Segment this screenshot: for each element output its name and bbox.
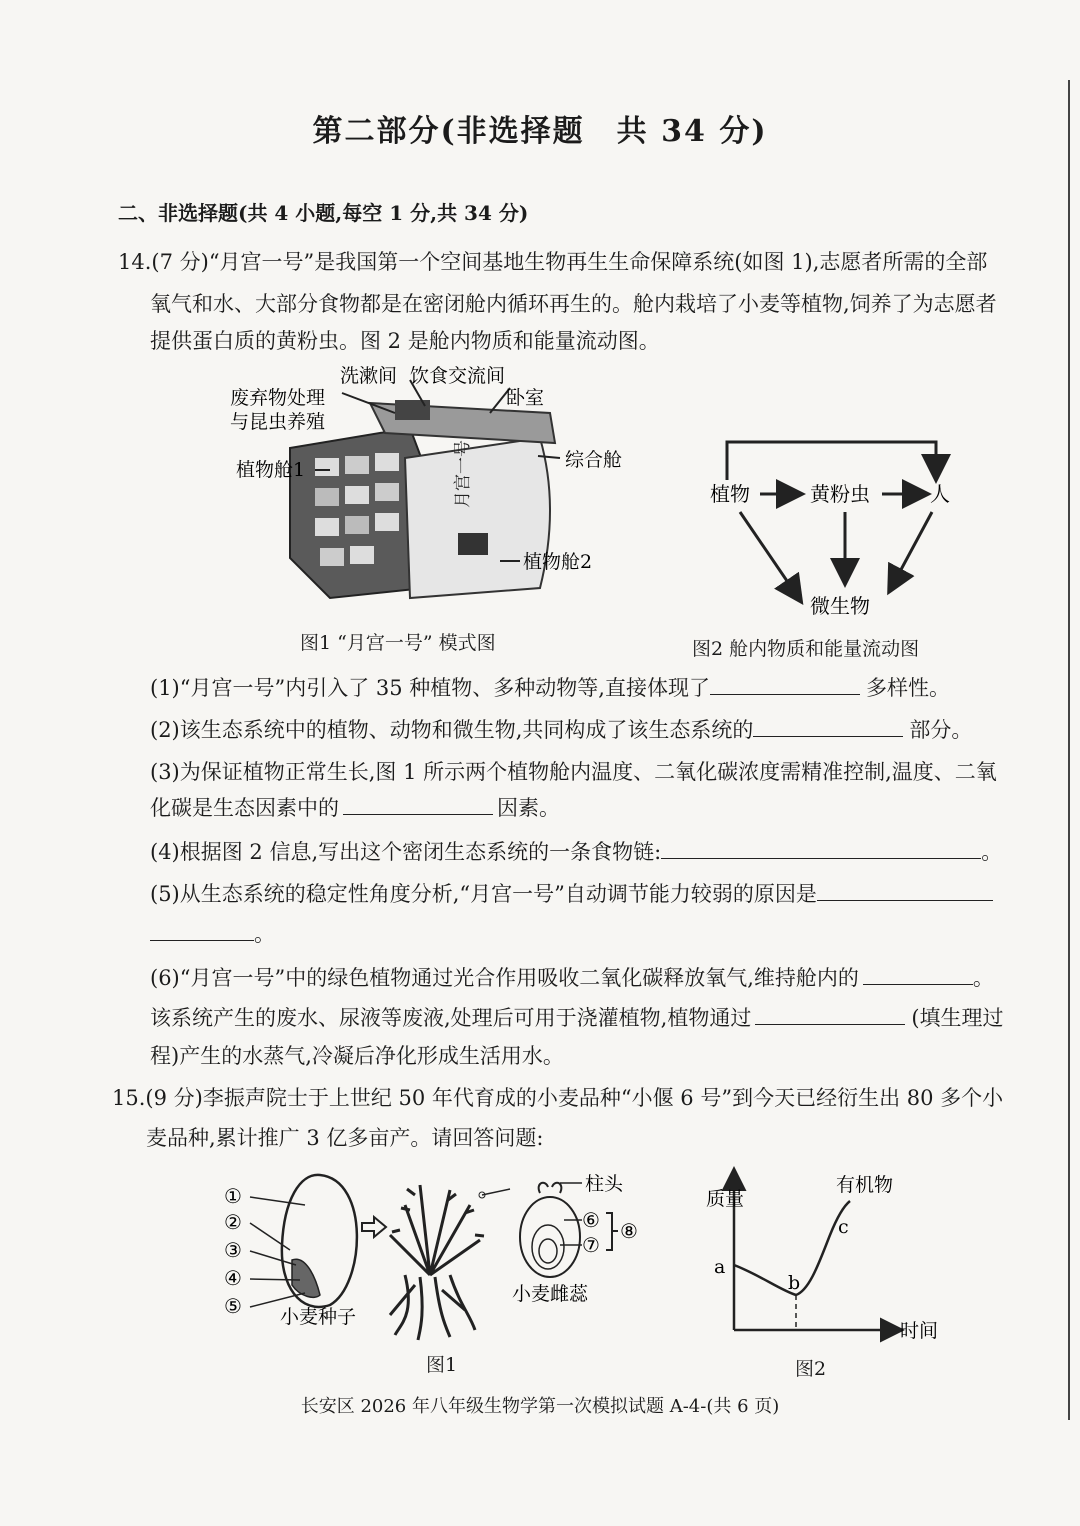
wheat-seed-shape <box>282 1175 357 1307</box>
node-microorganism: 微生物 <box>810 594 870 618</box>
page-footer: 长安区 2026 年八年级生物学第一次模拟试题 A-4-(共 6 页) <box>300 1396 780 1417</box>
q14-sub-2-text: (2)该生态系统中的植物、动物和微生物,共同构成了该生态系统的 <box>150 718 754 742</box>
node-human: 人 <box>930 482 950 506</box>
label-insect-breeding: 与昆虫养殖 <box>230 411 326 433</box>
section-heading: 二、非选择题(共 4 小题,每空 1 分,共 34 分) <box>118 201 529 225</box>
part-title: 第二部分(非选择题 共 34 分) <box>312 114 768 149</box>
answer-blank-1[interactable] <box>710 674 860 695</box>
answer-blank-2[interactable] <box>753 716 903 737</box>
y-axis-label: 质量 <box>706 1188 745 1210</box>
q14-stem-line-3: 提供蛋白质的黄粉虫。图 2 是舱内物质和能量流动图。 <box>150 329 660 353</box>
q14-sub-6-text: (6)“月宫一号”中的绿色植物通过光合作用吸收二氧化碳释放氧气,维持舱内的 <box>150 966 859 990</box>
point-c: c <box>838 1216 849 1238</box>
point-b: b <box>788 1272 801 1294</box>
q14-sub-4-tail: 。 <box>981 840 1003 864</box>
q14-sub-6-note: (填生理过 <box>911 1006 1004 1030</box>
q14-sub-5-line-2 <box>150 918 275 948</box>
q14-sub-6-line-1 <box>150 962 994 992</box>
plant-cabin-2-shape <box>405 438 550 598</box>
q14-sub-3-line-2 <box>150 792 560 822</box>
q14-stem-line-1: 14.(7 分)“月宫一号”是我国第一个空间基地生物再生生命保障系统(如图 1),志愿者所需的全部 <box>118 250 988 274</box>
q15-figure-1-caption: 图1 <box>426 1354 458 1376</box>
q14-sub-2 <box>150 714 972 744</box>
x-axis-label: 时间 <box>900 1320 939 1342</box>
q14-sub-1-tail: 多样性。 <box>865 676 950 700</box>
q14-sub-5-text: (5)从生态系统的稳定性角度分析,“月宫一号”自动调节能力较弱的原因是 <box>150 882 817 906</box>
stigma-label: 柱头 <box>585 1173 624 1195</box>
wheat-plant-shape <box>390 1185 484 1340</box>
pistil-label: 小麦雌蕊 <box>512 1283 589 1305</box>
answer-blank-6b[interactable] <box>755 1004 905 1025</box>
label-combined-cabin: 综合舱 <box>565 449 623 471</box>
q14-sub-5-line-1 <box>150 878 993 908</box>
point-a: a <box>714 1256 726 1278</box>
q15-figure-2-caption: 图2 <box>795 1358 827 1380</box>
label-plant-cabin-1: 植物舱1 <box>236 459 306 481</box>
q15-stem-line-2: 麦品种,累计推广 3 亿多亩产。请回答问题: <box>146 1126 544 1150</box>
q14-sub-4 <box>150 836 1002 866</box>
answer-blank-5a[interactable] <box>817 880 993 901</box>
marker-6: ⑥ <box>582 1208 600 1232</box>
label-plant-cabin-2: 植物舱2 <box>523 551 593 573</box>
curve-label: 有机物 <box>836 1174 894 1196</box>
marker-3: ③ <box>224 1238 242 1262</box>
q14-sub-5-tail: 。 <box>254 922 275 946</box>
q14-sub-3-text: 化碳是生态因素中的 <box>150 796 339 820</box>
q14-sub-6-line-2 <box>150 1002 1004 1032</box>
page-edge-line <box>1068 80 1070 1420</box>
q14-sub-6-line-3: 程)产生的水蒸气,冷凝后净化形成生活用水。 <box>150 1044 564 1068</box>
label-waste-processing: 废弃物处理 <box>230 387 326 409</box>
q14-sub-3-line-1: (3)为保证植物正常生长,图 1 所示两个植物舱内温度、二氧化碳浓度需精准控制,温度、二氧 <box>150 760 997 784</box>
q14-sub-3-tail: 因素。 <box>497 796 560 820</box>
q15-figure-2-mass-graph <box>700 1165 960 1350</box>
q14-stem-line-2: 氧气和水、大部分食物都是在密闭舱内循环再生的。舱内栽培了小麦等植物,饲养了为志愿者 <box>150 292 997 316</box>
marker-5: ⑤ <box>224 1294 242 1318</box>
seed-label: 小麦种子 <box>280 1306 357 1328</box>
marker-8: ⑧ <box>620 1219 638 1243</box>
q14-sub-1 <box>150 672 950 702</box>
node-plant: 植物 <box>710 482 750 506</box>
answer-blank-3[interactable] <box>343 794 493 815</box>
label-bedroom: 卧室 <box>506 387 545 409</box>
q14-figure-1-caption: 图1 “月宫一号” 模式图 <box>300 632 496 654</box>
develop-arrow-icon <box>362 1217 386 1237</box>
moon-palace-label: 月宫一号 <box>453 440 473 508</box>
q14-figure-2-flow-diagram <box>700 430 980 620</box>
q15-figure-1-wheat <box>220 1165 660 1380</box>
q14-sub-2-tail: 部分。 <box>909 718 973 742</box>
q14-sub-4-text: (4)根据图 2 信息,写出这个密闭生态系统的一条食物链: <box>150 840 662 864</box>
label-washroom: 洗漱间 <box>340 365 398 387</box>
answer-blank-5b[interactable] <box>150 920 254 941</box>
label-dining-room: 饮食交流间 <box>410 365 506 387</box>
marker-4: ④ <box>224 1266 242 1290</box>
q14-sub-6-period: 。 <box>972 966 994 990</box>
marker-1: ① <box>224 1184 242 1208</box>
node-mealworm: 黄粉虫 <box>810 482 870 506</box>
wheat-pistil-shape <box>520 1183 580 1277</box>
answer-blank-6a[interactable] <box>863 964 973 985</box>
q14-sub-1-text: (1)“月宫一号”内引入了 35 种植物、多种动物等,直接体现了 <box>150 676 710 700</box>
q15-stem-line-1: 15.(9 分)李振声院士于上世纪 50 年代育成的小麦品种“小偃 6 号”到今天已经衍生出 80 多个小 <box>112 1086 1004 1110</box>
marker-2: ② <box>224 1210 242 1234</box>
answer-blank-4[interactable] <box>661 838 981 859</box>
q14-figure-1-model <box>220 358 660 608</box>
q14-figure-2-caption: 图2 舱内物质和能量流动图 <box>692 638 920 660</box>
marker-7: ⑦ <box>582 1233 600 1257</box>
q14-sub-6-text-2: 该系统产生的废水、尿液等废液,处理后可用于浇灌植物,植物通过 <box>150 1006 752 1030</box>
